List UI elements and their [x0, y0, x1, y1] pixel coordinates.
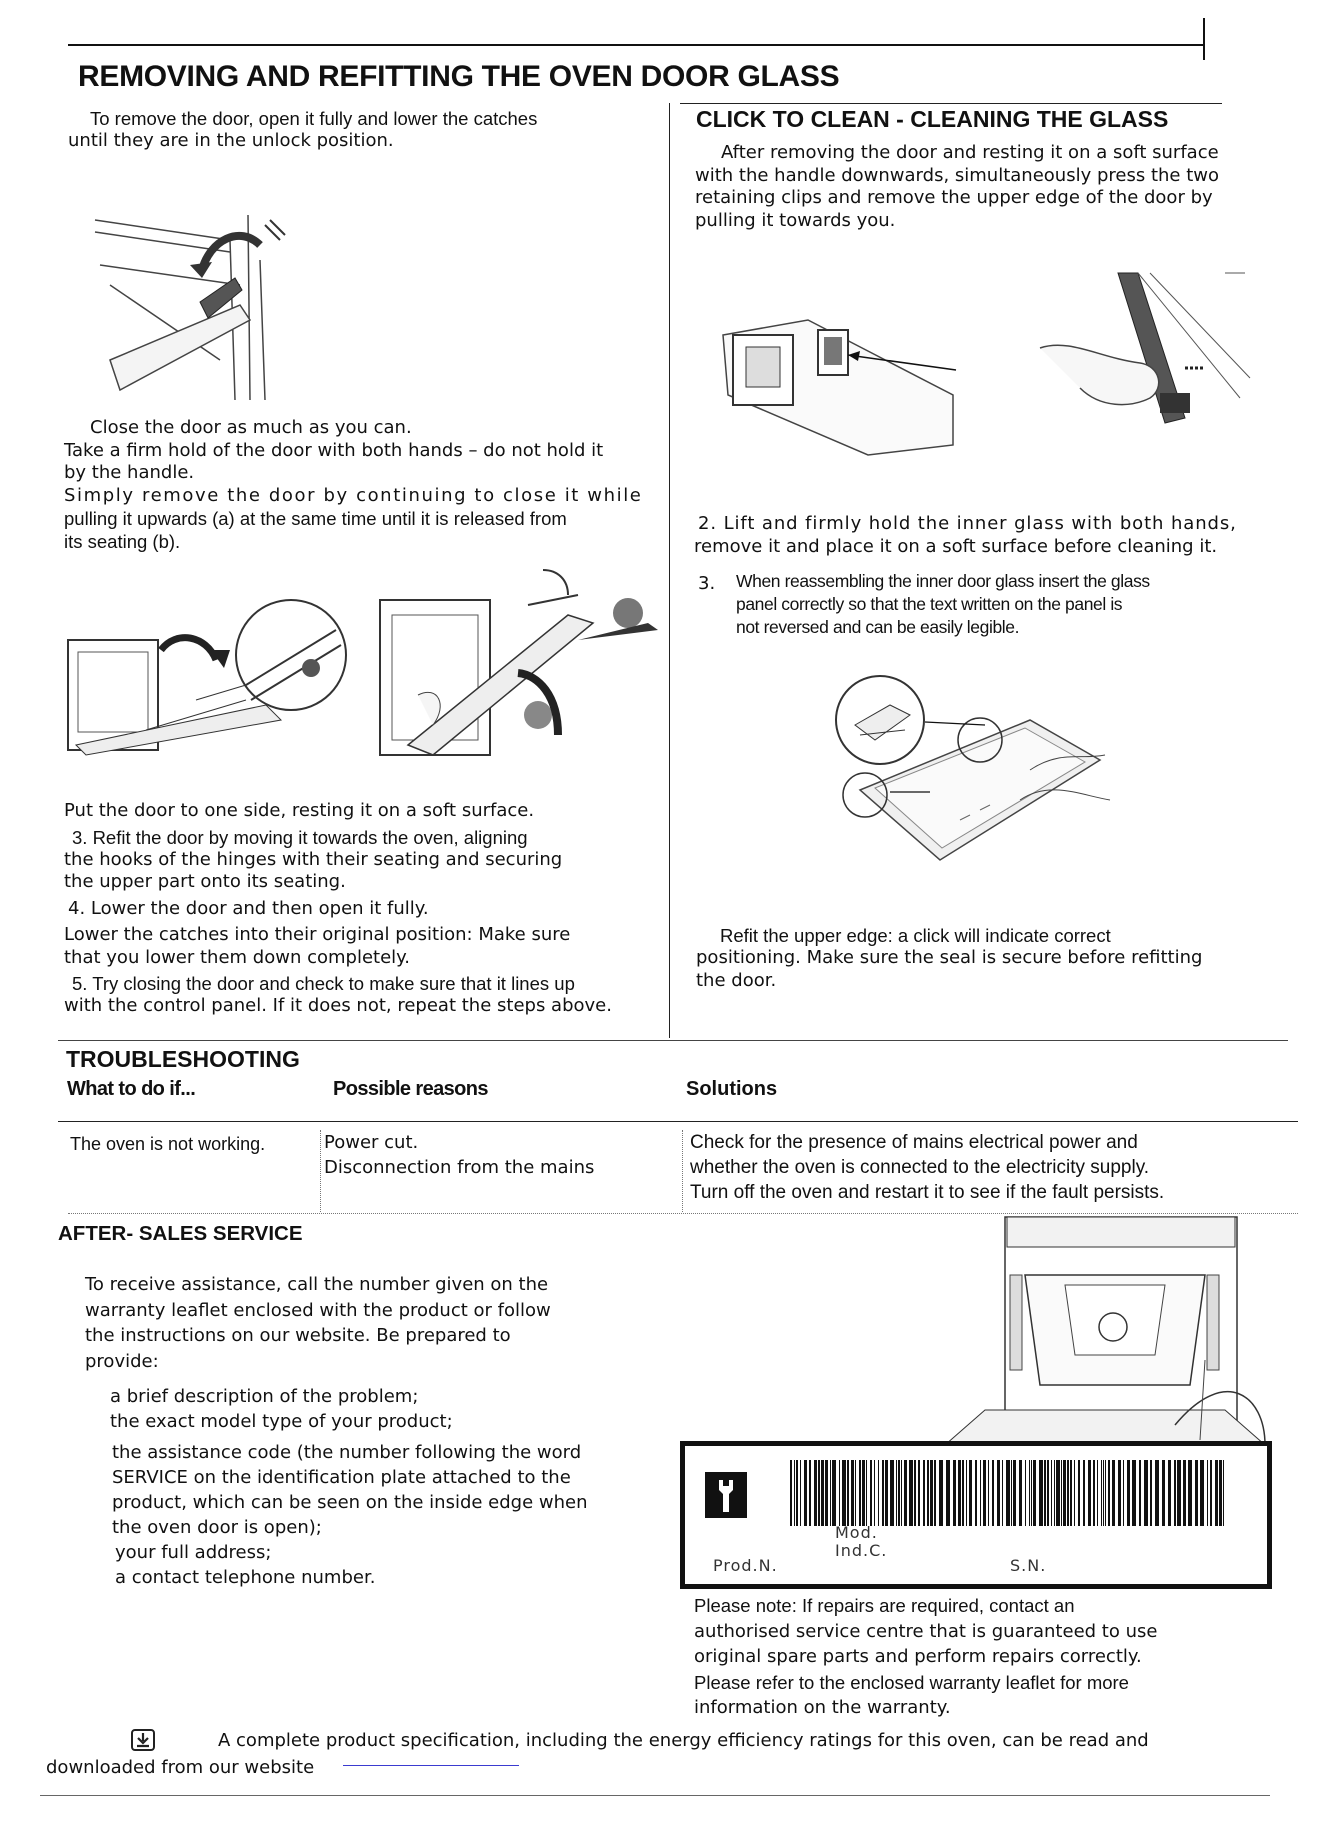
- column-divider: [669, 103, 670, 1038]
- barcode-bar: [1168, 1460, 1171, 1526]
- solution-line: Check for the presence of mains electrical power and: [690, 1132, 1138, 1153]
- barcode-bar: [1039, 1460, 1043, 1526]
- footer-rule: [40, 1795, 1270, 1796]
- issue-cell: The oven is not working.: [70, 1134, 266, 1154]
- table-bottom-rule: [68, 1213, 1298, 1214]
- barcode-bar: [1074, 1460, 1075, 1526]
- left-p2-line: pulling it upwards (a) at the same time until it is released from: [64, 508, 567, 529]
- barcode-bar: [1188, 1460, 1192, 1526]
- barcode-bar: [1067, 1460, 1069, 1526]
- col-header-solutions: Solutions: [686, 1078, 778, 1100]
- right-p2-line: 2. Lift and firmly hold the inner glass with both hands,: [698, 513, 1237, 534]
- barcode-bar: [1195, 1460, 1198, 1526]
- barcode-bar: [885, 1460, 888, 1526]
- barcode-bar: [909, 1460, 913, 1526]
- barcode-bar: [1063, 1460, 1066, 1526]
- barcode-bar: [1054, 1460, 1055, 1526]
- barcode-bar: [946, 1460, 950, 1526]
- table-col-divider: [682, 1130, 683, 1212]
- barcode-bar: [983, 1460, 986, 1526]
- barcode-bar: [1002, 1460, 1003, 1526]
- service-item: the assistance code (the number following the word: [112, 1442, 582, 1463]
- barcode-bar: [975, 1460, 977, 1526]
- retaining-clip-illustration: [718, 295, 958, 455]
- barcode-bar: [814, 1460, 817, 1526]
- solution-line: whether the oven is connected to the electricity supply.: [690, 1157, 1150, 1178]
- barcode-bar: [1070, 1460, 1072, 1526]
- barcode-bar: [1031, 1460, 1032, 1526]
- service-note-line: original spare parts and perform repairs correctly.: [694, 1646, 1142, 1667]
- barcode-bar: [1123, 1460, 1124, 1526]
- barcode-bar: [839, 1460, 840, 1526]
- barcode-bar: [1006, 1460, 1010, 1526]
- barcode-bar: [1011, 1460, 1012, 1526]
- barcode-bar: [870, 1460, 872, 1526]
- barcode-bar: [1088, 1460, 1091, 1526]
- barcode-bar: [1019, 1460, 1022, 1526]
- barcode-bar: [969, 1460, 972, 1526]
- door-removal-illustration-a: [66, 590, 366, 755]
- left-para-1: [68, 107, 658, 153]
- service-title: AFTER- SALES SERVICE: [58, 1222, 303, 1245]
- right-p1-line: with the handle downwards, simultaneously press the two: [695, 164, 1219, 186]
- barcode-bar: [966, 1460, 967, 1526]
- barcode-bar: [896, 1460, 897, 1526]
- service-note-line: authorised service centre that is guaranteed to use: [694, 1620, 1158, 1642]
- barcode-bar: [939, 1460, 943, 1526]
- right-para-1: [695, 142, 1270, 232]
- right-p3-number: 3.: [698, 573, 716, 594]
- barcode-bar: [962, 1460, 964, 1526]
- barcode-bar: [809, 1460, 811, 1526]
- service-note: [694, 1593, 1284, 1721]
- identification-plate: [680, 1441, 1272, 1589]
- left-p3-line: the hooks of the hinges with their seating and securing: [64, 848, 563, 870]
- right-p4-line: Refit the upper edge: a click will indicate correct: [720, 925, 1111, 946]
- top-rule: [68, 44, 1203, 46]
- barcode-bar: [1078, 1460, 1080, 1526]
- service-intro-line: To receive assistance, call the number given on the: [85, 1274, 549, 1295]
- barcode-bar: [1150, 1460, 1152, 1526]
- service-intro: [85, 1272, 645, 1374]
- barcode-bar: [804, 1460, 807, 1526]
- reason-line: Disconnection from the mains: [324, 1157, 595, 1178]
- left-p3-line: 5. Try closing the door and check to make sure that it lines up: [72, 973, 575, 994]
- door-removal-illustration-b: [378, 565, 668, 760]
- left-p3-line: 4. Lower the door and then open it fully.: [68, 897, 429, 919]
- cleaning-glass-title: CLICK TO CLEAN - CLEANING THE GLASS: [696, 106, 1169, 132]
- barcode-bar: [890, 1460, 894, 1526]
- barcode-bar: [923, 1460, 925, 1526]
- barcode-bar: [1103, 1460, 1104, 1526]
- barcode-bar: [980, 1460, 981, 1526]
- left-p3-line: Lower the catches into their original position: Make sure: [64, 924, 571, 945]
- barcode-bar: [825, 1460, 828, 1526]
- barcode-bar: [918, 1460, 920, 1526]
- barcode-bar: [1118, 1460, 1121, 1526]
- barcode-bar: [866, 1460, 867, 1526]
- barcode-bar: [855, 1460, 856, 1526]
- left-p2-line: Simply remove the door by continuing to close it while: [64, 484, 643, 506]
- service-item: a brief description of the problem;: [110, 1386, 419, 1407]
- right-p2-line: remove it and place it on a soft surface before cleaning it.: [694, 535, 1218, 557]
- left-p1-line: until they are in the unlock position.: [68, 130, 394, 151]
- barcode-bar: [1044, 1460, 1046, 1526]
- barcode-bar: [1223, 1460, 1224, 1526]
- service-items: [110, 1384, 650, 1590]
- barcode-bar: [818, 1460, 820, 1526]
- barcode-bar: [930, 1460, 933, 1526]
- barcode-bar: [862, 1460, 865, 1526]
- left-para-2: [64, 417, 664, 553]
- left-p2-line: by the handle.: [64, 462, 195, 483]
- barcode-bar: [1025, 1460, 1026, 1526]
- service-note-line: information on the warranty.: [694, 1697, 951, 1718]
- right-para-3: [698, 570, 1258, 639]
- service-note-line: Please refer to the enclosed warranty leaflet for more: [694, 1671, 1129, 1693]
- barcode-bar: [1112, 1460, 1115, 1526]
- barcode-bar: [842, 1460, 846, 1526]
- barcode-bar: [832, 1460, 836, 1526]
- right-p3-line: When reassembling the inner door glass insert the glass: [736, 571, 1150, 591]
- service-item: product, which can be seen on the inside edge when: [112, 1492, 588, 1513]
- barcode-bar: [1207, 1460, 1208, 1526]
- barcode-bar: [1061, 1460, 1062, 1526]
- barcode-bar: [874, 1460, 875, 1526]
- barcode-bar: [1108, 1460, 1110, 1526]
- right-para-2: [694, 513, 1269, 558]
- barcode-bar: [1177, 1460, 1181, 1526]
- barcode-bar: [992, 1460, 994, 1526]
- col-header-reasons: Possible reasons: [333, 1078, 488, 1100]
- barcode-bar: [1013, 1460, 1016, 1526]
- table-row: [70, 1132, 265, 1157]
- barcode-bar: [821, 1460, 824, 1526]
- service-note-line: Please note: If repairs are required, contact an: [694, 1595, 1075, 1616]
- top-right-tick: [1203, 18, 1205, 60]
- service-intro-line: the instructions on our website. Be prepared to: [85, 1325, 511, 1346]
- barcode-bar: [1162, 1460, 1165, 1526]
- barcode-bar: [1155, 1460, 1159, 1526]
- plate-mod-label: Mod.: [835, 1523, 878, 1542]
- barcode-bar: [859, 1460, 861, 1526]
- barcode-bar: [1033, 1460, 1036, 1526]
- barcode-bar: [800, 1460, 801, 1526]
- plate-indc-label: Ind.C.: [835, 1541, 888, 1560]
- right-p3-line: panel correctly so that the text written on the panel is: [736, 594, 1123, 614]
- barcode-bar: [1047, 1460, 1049, 1526]
- download-icon: [131, 1729, 155, 1751]
- barcode: [790, 1460, 1230, 1526]
- troubleshooting-rule: [58, 1040, 1288, 1041]
- barcode-bar: [882, 1460, 884, 1526]
- barcode-bar: [1183, 1460, 1186, 1526]
- service-item: SERVICE on the identification plate attached to the: [112, 1467, 571, 1488]
- right-para-4: [696, 924, 1266, 992]
- barcode-bar: [796, 1460, 798, 1526]
- barcode-bar: [1097, 1460, 1098, 1526]
- barcode-bar: [1127, 1460, 1130, 1526]
- col-header-what: What to do if...: [67, 1078, 196, 1100]
- barcode-bar: [927, 1460, 929, 1526]
- barcode-bar: [953, 1460, 956, 1526]
- wrench-icon: [705, 1472, 747, 1518]
- barcode-bar: [1215, 1460, 1218, 1526]
- table-col-divider: [320, 1130, 321, 1212]
- barcode-bar: [1210, 1460, 1212, 1526]
- plate-prodn-label: Prod.N.: [713, 1556, 778, 1575]
- barcode-bar: [1219, 1460, 1222, 1526]
- right-p1-line: retaining clips and remove the upper edge of the door by: [695, 187, 1213, 208]
- plate-sn-label: S.N.: [1010, 1556, 1047, 1575]
- barcode-bar: [1174, 1460, 1176, 1526]
- barcode-bar: [878, 1460, 879, 1526]
- footer-line-1: A complete product specification, including the energy efficiency ratings for this oven, can be read and: [218, 1730, 1149, 1751]
- barcode-bar: [1029, 1460, 1030, 1526]
- left-p3-line: the upper part onto its seating.: [64, 871, 346, 892]
- service-item: a contact telephone number.: [115, 1567, 376, 1588]
- troubleshooting-title: TROUBLESHOOTING: [66, 1046, 300, 1072]
- barcode-bar: [904, 1460, 907, 1526]
- barcode-bar: [1144, 1460, 1148, 1526]
- left-p2-line: Close the door as much as you can.: [90, 417, 412, 438]
- title-rule: [680, 103, 1222, 104]
- left-para-3: [64, 800, 664, 1018]
- table-header-rule: [58, 1121, 1298, 1122]
- barcode-bar: [847, 1460, 849, 1526]
- left-p2-line: its seating (b).: [64, 531, 181, 552]
- barcode-bar: [914, 1460, 916, 1526]
- barcode-bar: [1056, 1460, 1060, 1526]
- left-p1-line: To remove the door, open it fully and lower the catches: [90, 108, 538, 129]
- barcode-bar: [898, 1460, 900, 1526]
- service-item: the oven door is open);: [112, 1517, 322, 1538]
- barcode-bar: [1093, 1460, 1095, 1526]
- right-p1-line: pulling it towards you.: [695, 209, 896, 231]
- service-intro-line: warranty leaflet enclosed with the product or follow: [85, 1299, 551, 1321]
- solutions-cell: [690, 1130, 1164, 1205]
- left-p2-line: Take a firm hold of the door with both hands – do not hold it: [64, 439, 604, 461]
- right-p3-line: not reversed and can be easily legible.: [736, 617, 1020, 637]
- service-item: the exact model type of your product;: [110, 1411, 453, 1432]
- barcode-bar: [790, 1460, 792, 1526]
- reasons-cell: [324, 1130, 594, 1180]
- door-catch-illustration: [90, 210, 290, 400]
- barcode-bar: [1200, 1460, 1204, 1526]
- barcode-bar: [901, 1460, 902, 1526]
- barcode-bar: [958, 1460, 961, 1526]
- website-link[interactable]: [343, 1765, 519, 1766]
- left-p3-line: with the control panel. If it does not, repeat the steps above.: [64, 995, 612, 1016]
- barcode-bar: [997, 1460, 1000, 1526]
- barcode-bar: [1051, 1460, 1052, 1526]
- barcode-bar: [988, 1460, 989, 1526]
- page-title: REMOVING AND REFITTING THE OVEN DOOR GLASS: [78, 60, 840, 93]
- right-p4-line: the door.: [696, 969, 777, 991]
- barcode-bar: [1083, 1460, 1085, 1526]
- barcode-bar: [794, 1460, 795, 1526]
- footer-line-2: downloaded from our website: [46, 1757, 315, 1778]
- barcode-bar: [934, 1460, 936, 1526]
- pressing-clip-illustration: [1040, 268, 1260, 448]
- barcode-bar: [1105, 1460, 1106, 1526]
- solution-line: Turn off the oven and restart it to see if the fault persists.: [690, 1182, 1165, 1203]
- right-p4-line: positioning. Make sure the seal is secure before refitting: [696, 947, 1203, 968]
- reason-line: Power cut.: [324, 1132, 419, 1153]
- oven-interior-illustration: [945, 1215, 1270, 1445]
- service-item: your full address;: [115, 1542, 272, 1563]
- barcode-bar: [1132, 1460, 1136, 1526]
- left-p3-line: Put the door to one side, resting it on a soft surface.: [64, 800, 535, 821]
- left-p3-line: 3. Refit the door by moving it towards the oven, aligning: [72, 826, 528, 848]
- inner-glass-illustration: [830, 660, 1120, 875]
- barcode-bar: [830, 1460, 831, 1526]
- barcode-bar: [1139, 1460, 1141, 1526]
- left-p3-line: that you lower them down completely.: [64, 946, 410, 968]
- service-intro-line: provide:: [85, 1350, 159, 1372]
- barcode-bar: [851, 1460, 854, 1526]
- barcode-bar: [1101, 1460, 1102, 1526]
- right-p1-line: After removing the door and resting it on a soft surface: [721, 142, 1219, 163]
